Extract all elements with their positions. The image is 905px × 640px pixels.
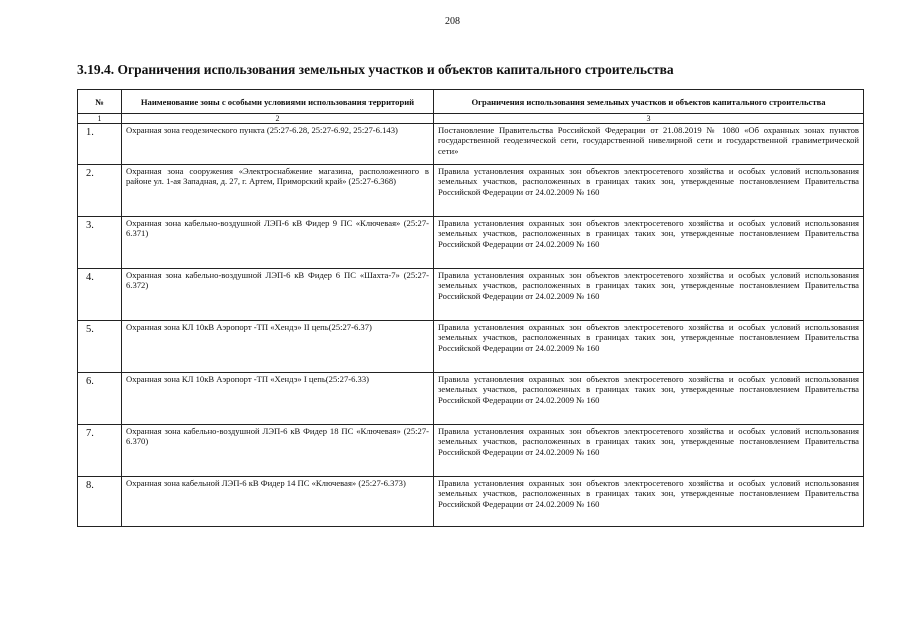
table-row [78, 321, 864, 373]
table-row [78, 217, 864, 269]
restriction-text: Правила установления охранных зон объектов электросетевого хозяйства и особых условий использования земельных участков, расположенных в границах таких зон, утвержденные постановлением Правительства Российской Федерации от 24.02.2009 № 160 [434, 269, 864, 321]
row-number: 4. [78, 269, 122, 321]
row-number: 3. [78, 217, 122, 269]
zone-name: Охранная зона сооружения «Электроснабжение магазина, расположенного в районе ул. 1-ая Западная, д. 27, г. Артем, Приморский край» (25:27-6.368) [122, 165, 434, 217]
table-row [78, 425, 864, 477]
zone-name: Охранная зона КЛ 10кВ Аэропорт -ТП «Хендэ» I цепь(25:27-6.33) [122, 373, 434, 425]
table-row [78, 477, 864, 527]
zone-name: Охранная зона КЛ 10кВ Аэропорт -ТП «Хендэ» II цепь(25:27-6.37) [122, 321, 434, 373]
zone-name: Охранная зона кабельной ЛЭП-6 кВ Фидер 14 ПС «Ключевая» (25:27-6.373) [122, 477, 434, 527]
row-number: 8. [78, 477, 122, 527]
restrictions-table [77, 89, 864, 527]
restriction-text: Правила установления охранных зон объектов электросетевого хозяйства и особых условий использования земельных участков, расположенных в границах таких зон, утвержденные постановлением Правительства Российской Федерации от 24.02.2009 № 160 [434, 425, 864, 477]
row-number: 1. [78, 124, 122, 165]
header-restriction: Ограничения использования земельных участков и объектов капитального строительства [434, 90, 864, 114]
column-number: 3 [434, 114, 864, 124]
restriction-text: Правила установления охранных зон объектов электросетевого хозяйства и особых условий использования земельных участков, расположенных в границах таких зон, утвержденные постановлением Правительства Российской Федерации от 24.02.2009 № 160 [434, 477, 864, 527]
zone-name: Охранная зона кабельно-воздушной ЛЭП-6 кВ Фидер 6 ПС «Шахта-7» (25:27-6.372) [122, 269, 434, 321]
zone-name: Охранная зона геодезического пункта (25:27-6.28, 25:27-6.92, 25:27-6.143) [122, 124, 434, 165]
table-row [78, 373, 864, 425]
column-number: 2 [122, 114, 434, 124]
zone-name: Охранная зона кабельно-воздушной ЛЭП-6 кВ Фидер 9 ПС «Ключевая» (25:27-6.371) [122, 217, 434, 269]
restriction-text: Постановление Правительства Российской Федерации от 21.08.2019 № 1080 «Об охранных зонах пунктов государственной геодезической сети, государственной нивелирной сети и государственной гравиметрической сети» [434, 124, 864, 165]
restriction-text: Правила установления охранных зон объектов электросетевого хозяйства и особых условий использования земельных участков, расположенных в границах таких зон, утвержденные постановлением Правительства Российской Федерации от 24.02.2009 № 160 [434, 217, 864, 269]
table-header-row [78, 90, 864, 114]
row-number: 5. [78, 321, 122, 373]
column-number-row [78, 114, 864, 124]
restriction-text: Правила установления охранных зон объектов электросетевого хозяйства и особых условий использования земельных участков, расположенных в границах таких зон, утвержденные постановлением Правительства Российской Федерации от 24.02.2009 № 160 [434, 373, 864, 425]
table-row [78, 165, 864, 217]
zone-name: Охранная зона кабельно-воздушной ЛЭП-6 кВ Фидер 18 ПС «Ключевая» (25:27-6.370) [122, 425, 434, 477]
header-zone: Наименование зоны с особыми условиями использования территорий [122, 90, 434, 114]
page-number: 208 [445, 16, 460, 27]
restriction-text: Правила установления охранных зон объектов электросетевого хозяйства и особых условий использования земельных участков, расположенных в границах таких зон, утвержденные постановлением Правительства Российской Федерации от 24.02.2009 № 160 [434, 321, 864, 373]
row-number: 2. [78, 165, 122, 217]
section-heading: 3.19.4. Ограничения использования земельных участков и объектов капитального строительства [77, 62, 674, 77]
row-number: 7. [78, 425, 122, 477]
table-row [78, 269, 864, 321]
row-number: 6. [78, 373, 122, 425]
column-number: 1 [78, 114, 122, 124]
restriction-text: Правила установления охранных зон объектов электросетевого хозяйства и особых условий использования земельных участков, расположенных в границах таких зон, утвержденные постановлением Правительства Российской Федерации от 24.02.2009 № 160 [434, 165, 864, 217]
table-row [78, 124, 864, 165]
header-num: № [78, 90, 122, 114]
